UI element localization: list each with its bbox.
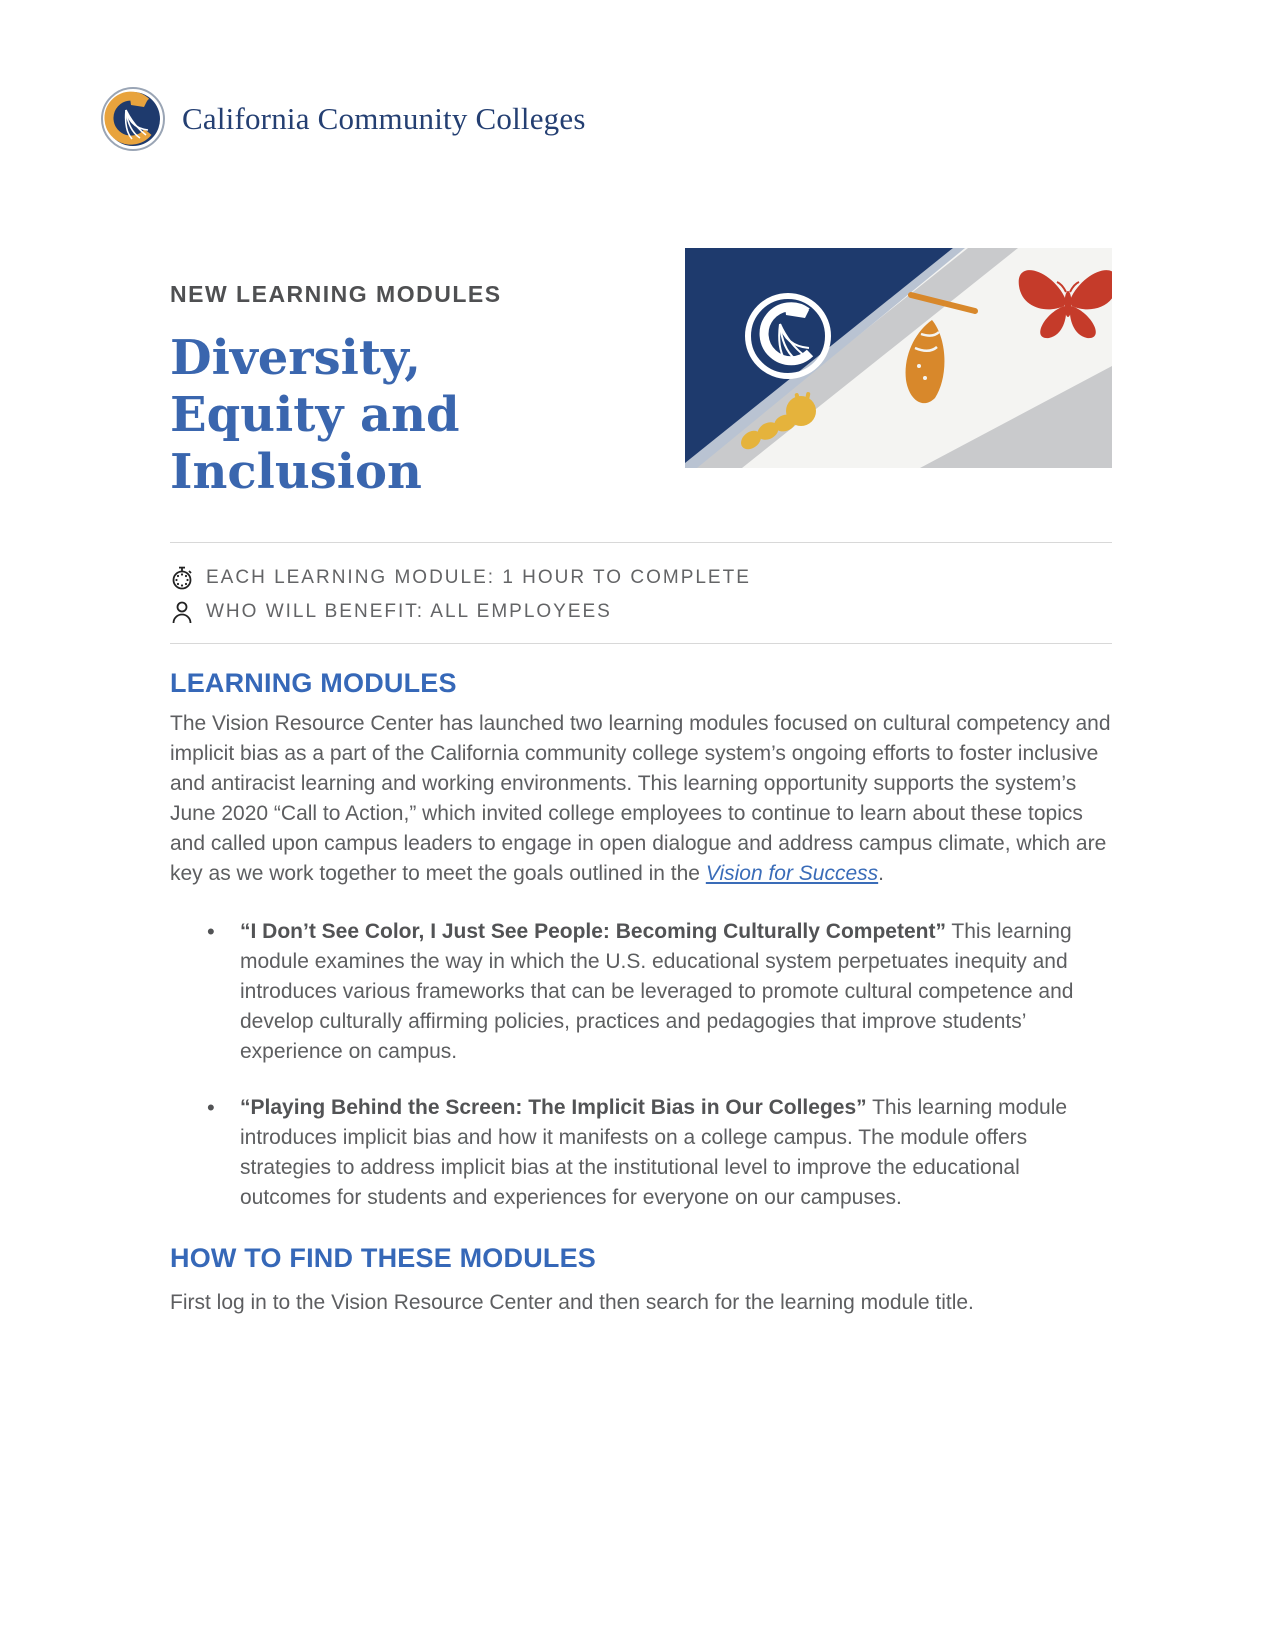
meta-audience-text: WHO WILL BENEFIT: ALL EMPLOYEES (206, 601, 612, 622)
section-heading-learning-modules: LEARNING MODULES (170, 668, 457, 698)
module-2-description: This learning module introduces implicit bias and how it manifests on a college campus. The module offers strategies to address implicit bias at the institutional level to improve the educational outcomes for students and experiences for everyone on our campuses. (240, 1096, 1068, 1209)
list-item-module-1 (207, 917, 1112, 1067)
meta-audience-row (170, 599, 1112, 625)
title-line-3: Inclusion (170, 444, 422, 500)
intro-text-end: . (878, 862, 885, 885)
meta-section (170, 543, 1112, 643)
brand-name: California Community Colleges (182, 101, 586, 136)
person-icon (170, 599, 194, 625)
brand-header (100, 86, 586, 152)
ccc-logo-icon (100, 86, 166, 152)
module-1-title: “I Don’t See Color, I Just See People: Becoming Culturally Competent” (240, 920, 946, 943)
title-line-1: Diversity, (170, 330, 422, 386)
page-title (170, 330, 650, 501)
meta-duration-row (170, 565, 1112, 591)
divider-bottom (170, 643, 1112, 644)
module-1-description: This learning module examines the way in which the U.S. educational system perpetuates inequity and introduces various frameworks that can be leveraged to promote cultural competence and develop culturally affirming policies, practices and pedagogies that improve students’ experience on campus. (240, 920, 1074, 1063)
module-list (170, 917, 1112, 1213)
intro-text: The Vision Resource Center has launched two learning modules focused on cultural competency and implicit bias as a part of the California community college system’s ongoing efforts to foster inclusive and antiracist learning and working environments. This learning opportunity supports the system’s June 2020 “Call to Action,” which invited college employees to continue to learn about these topics and called upon campus leaders to engage in open dialogue and address campus climate, which are key as we work together to meet the goals outlined in the (170, 712, 1111, 885)
list-item-module-2 (207, 1093, 1112, 1213)
eyebrow-label: NEW LEARNING MODULES (170, 281, 502, 307)
hero-section (170, 248, 1112, 542)
vision-for-success-link[interactable]: Vision for Success (705, 862, 879, 885)
section-heading-how-to-find: HOW TO FIND THESE MODULES (170, 1243, 597, 1273)
title-line-2: Equity and (170, 387, 460, 443)
hero-image (685, 248, 1112, 468)
stopwatch-icon (170, 565, 194, 591)
module-2-title: “Playing Behind the Screen: The Implicit Bias in Our Colleges” (240, 1096, 867, 1119)
intro-paragraph (170, 709, 1112, 889)
how-to-find-paragraph: First log in to the Vision Resource Center and then search for the learning module title. (170, 1291, 974, 1314)
meta-duration-text: EACH LEARNING MODULE: 1 HOUR TO COMPLETE (206, 567, 751, 588)
